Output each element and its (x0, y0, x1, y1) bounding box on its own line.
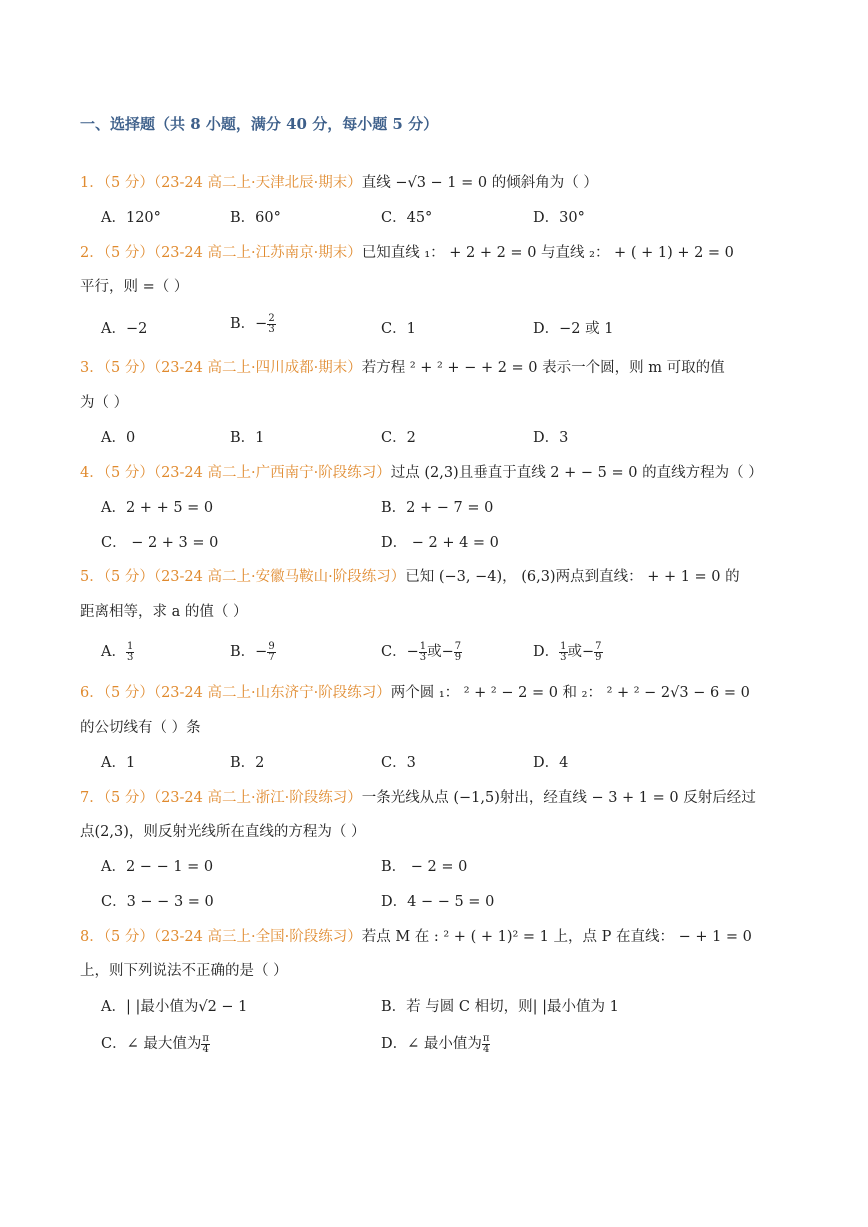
option-d: D．−2 或 1 (533, 321, 614, 337)
denominator: 7 (268, 651, 275, 663)
numerator: 2 (268, 312, 275, 324)
fraction (267, 314, 275, 335)
question-6-line-2: 的公切线有（ ）条 (80, 720, 201, 736)
denominator: 3 (560, 651, 567, 663)
question-source: （23-24 高三上·全国·阶段练习） (153, 929, 362, 945)
option-c (101, 1032, 210, 1055)
fraction (201, 1034, 210, 1055)
option-connector: 或− (427, 644, 454, 660)
question-1-line-1 (80, 171, 598, 192)
numerator: 1 (126, 640, 134, 652)
numerator: 1 (560, 640, 567, 652)
question-score: （5 分） (103, 790, 154, 806)
question-stem: 直线 −√3 − 1 = 0 的倾斜角为（ ） (361, 175, 598, 191)
question-number: 3． (80, 360, 104, 376)
denominator: 4 (202, 1043, 209, 1055)
option-label: C．− (381, 644, 419, 660)
denominator: 9 (595, 651, 602, 663)
fraction (559, 642, 567, 663)
question-number: 5． (80, 569, 104, 585)
option-label: C．∠ 最大值为 (101, 1036, 202, 1052)
question-3-line-2: 为（ ） (80, 395, 129, 411)
option-c (381, 640, 462, 663)
question-score: （5 分） (103, 175, 154, 191)
fraction (482, 1034, 491, 1055)
option-b: B．2 (230, 755, 265, 771)
numerator: 7 (454, 640, 462, 652)
option-label: A． (101, 644, 126, 660)
question-8-line-1 (80, 925, 752, 946)
option-c: C．2 (381, 430, 416, 446)
option-c: C．1 (381, 321, 416, 337)
question-4-line-1 (80, 461, 763, 482)
option-d: D．30° (533, 210, 585, 226)
question-3-line-1 (80, 356, 725, 377)
option-c: C．3 (381, 755, 416, 771)
question-7-line-1 (80, 786, 756, 807)
option-b: B．2 + − 7 = 0 (381, 500, 494, 516)
option-b: B． − 2 = 0 (381, 859, 468, 875)
denominator: 4 (482, 1043, 490, 1055)
option-a: A．1 (101, 755, 136, 771)
question-stem: 若方程 ² + ² + − + 2 = 0 表示一个圆，则 m 可取的值 (361, 360, 725, 376)
option-d: D．3 (533, 430, 569, 446)
numerator: 9 (268, 640, 275, 652)
question-number: 2． (80, 245, 104, 261)
question-score: （5 分） (103, 245, 154, 261)
question-stem: 一条光线从点 (−1,5)射出，经直线 − 3 + 1 = 0 反射后经过 (361, 790, 756, 806)
numerator: π (482, 1032, 490, 1044)
section-title: 一、选择题（共 8 小题，满分 40 分，每小题 5 分） (80, 115, 439, 133)
denominator: 3 (268, 323, 275, 335)
option-d: D．4 − − 5 = 0 (381, 894, 495, 910)
option-d: D．4 (533, 755, 569, 771)
denominator: 9 (454, 651, 462, 663)
option-label: D． (533, 644, 560, 660)
option-c: C．45° (381, 210, 433, 226)
option-b (230, 640, 276, 663)
fraction (267, 642, 275, 663)
question-stem: 已知直线 ₁： + 2 + 2 = 0 与直线 ₂： + ( + 1) + 2 = 0 (361, 245, 734, 261)
option-b (230, 312, 276, 335)
question-number: 1． (80, 175, 104, 191)
question-source: （23-24 高二上·天津北辰·期末） (153, 175, 362, 191)
question-8-line-2: 上，则下列说法不正确的是（ ） (80, 963, 288, 979)
option-connector: 或− (567, 644, 595, 660)
fraction (419, 642, 427, 663)
question-source: （23-24 高二上·四川成都·期末） (153, 360, 362, 376)
option-label: D．∠ 最小值为 (381, 1036, 482, 1052)
question-stem: 两个圆 ₁： ² + ² − 2 = 0 和 ₂： ² + ² − 2√3 − 6 = 0 (390, 685, 750, 701)
question-5-line-2: 距离相等，求 a 的值（ ） (80, 604, 248, 620)
question-number: 8． (80, 929, 104, 945)
question-score: （5 分） (103, 685, 154, 701)
option-c: C．3 − − 3 = 0 (101, 894, 214, 910)
option-b: B．60° (230, 210, 281, 226)
question-score: （5 分） (103, 929, 154, 945)
numerator: π (202, 1032, 209, 1044)
question-stem: 已知 (−3, −4)， (6,3)两点到直线： + + 1 = 0 的 (405, 569, 740, 585)
denominator: 3 (419, 651, 427, 663)
option-d: D． − 2 + 4 = 0 (381, 535, 499, 551)
option-label: B．− (230, 316, 268, 332)
fraction (454, 642, 462, 663)
option-d (381, 1032, 490, 1055)
numerator: 7 (595, 640, 602, 652)
fraction (126, 642, 134, 663)
question-score: （5 分） (103, 360, 154, 376)
denominator: 3 (126, 651, 134, 663)
question-source: （23-24 高二上·广西南宁·阶段练习） (153, 465, 391, 481)
option-b: B．1 (230, 430, 265, 446)
question-score: （5 分） (103, 465, 154, 481)
question-5-line-1 (80, 565, 740, 586)
option-b: B．若 与圆 C 相切，则| |最小值为 1 (381, 999, 619, 1015)
option-label: B．− (230, 644, 268, 660)
option-a: A．| |最小值为√2 − 1 (101, 999, 248, 1015)
option-d (533, 640, 603, 663)
question-number: 6． (80, 685, 104, 701)
option-a (101, 640, 134, 663)
fraction (594, 642, 602, 663)
question-number: 4． (80, 465, 104, 481)
option-a: A．2 + + 5 = 0 (101, 500, 214, 516)
question-source: （23-24 高二上·浙江·阶段练习） (153, 790, 362, 806)
question-2-line-2: 平行，则 =（ ） (80, 279, 189, 295)
question-source: （23-24 高二上·山东济宁·阶段练习） (153, 685, 391, 701)
numerator: 1 (419, 640, 427, 652)
question-stem: 过点 (2,3)且垂直于直线 2 + − 5 = 0 的直线方程为（ ） (390, 465, 763, 481)
question-stem: 若点 M 在 : ² + ( + 1)² = 1 上，点 P 在直线： − + 1 = 0 (361, 929, 752, 945)
question-7-line-2: 点(2,3)，则反射光线所在直线的方程为（ ） (80, 824, 366, 840)
question-2-line-1 (80, 241, 734, 262)
option-c: C． − 2 + 3 = 0 (101, 535, 219, 551)
question-number: 7． (80, 790, 104, 806)
option-a: A．0 (101, 430, 136, 446)
question-source: （23-24 高二上·安徽马鞍山·阶段练习） (153, 569, 406, 585)
question-score: （5 分） (103, 569, 154, 585)
question-source: （23-24 高二上·江苏南京·期末） (153, 245, 362, 261)
option-a: A．2 − − 1 = 0 (101, 859, 214, 875)
option-a: A．120° (101, 210, 161, 226)
option-a: A．−2 (101, 321, 148, 337)
question-6-line-1 (80, 681, 750, 702)
